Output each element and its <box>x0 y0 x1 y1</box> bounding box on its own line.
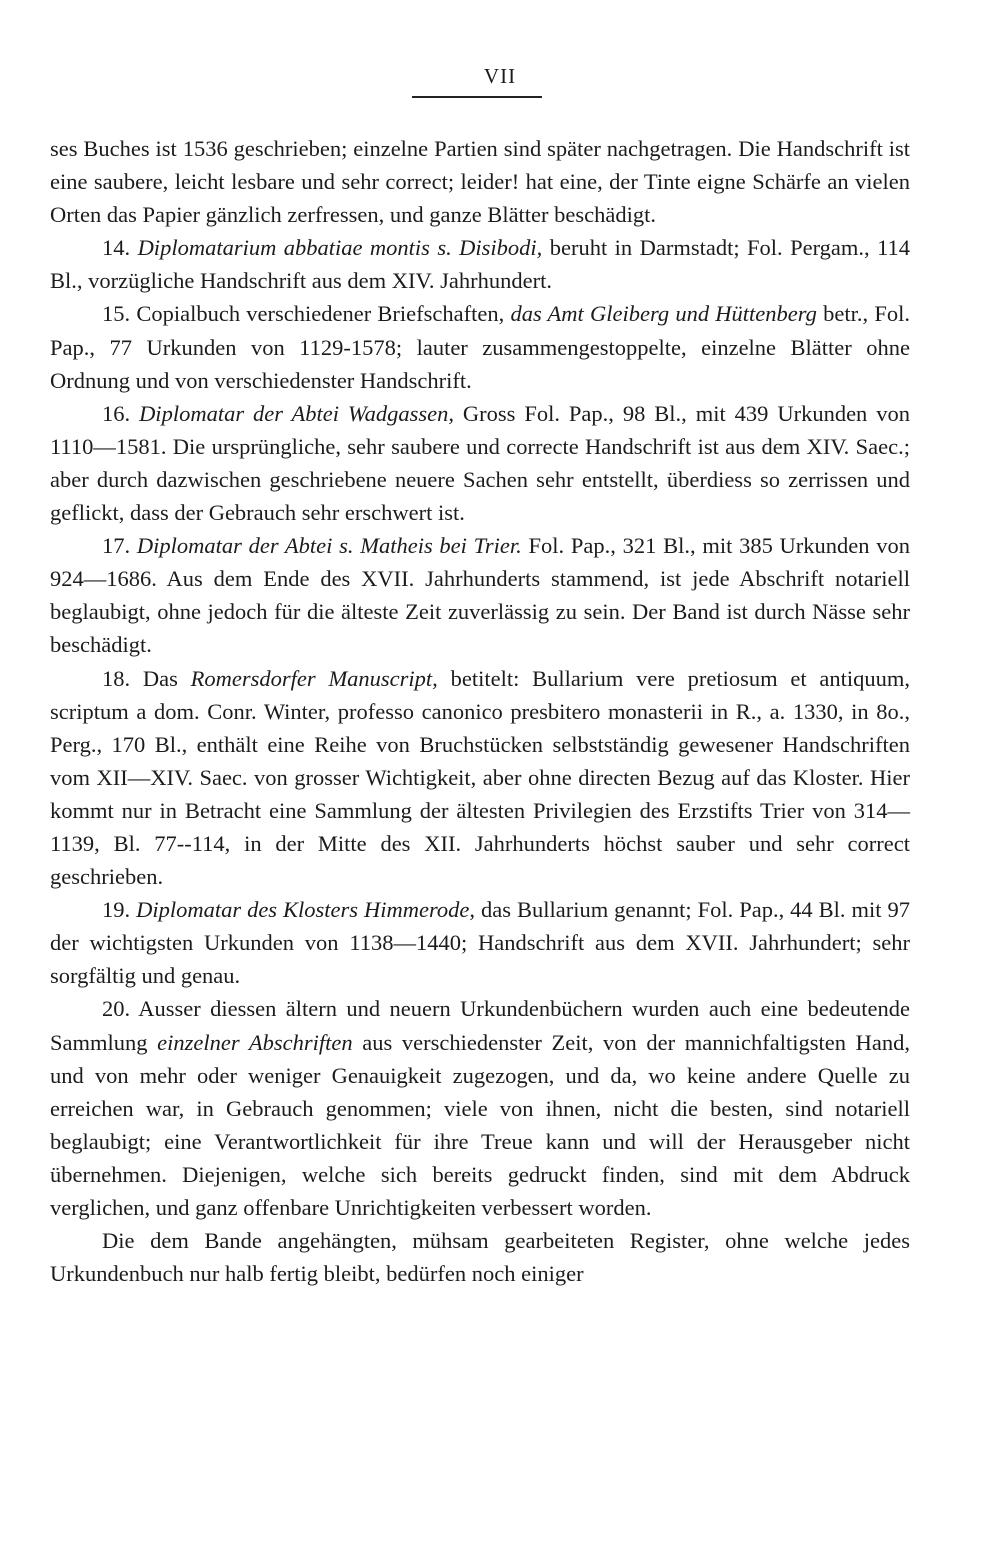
text-run: ses Buches ist 1536 geschrieben; einzelne Partien sind später nachgetragen. Die Handschrift ist eine saubere, leicht lesbare und sehr correct; leider! hat eine, der Tinte eigne Schärfe an vielen Orten das Papier gänzlich zerfressen, und ganze Blätter beschädigt. <box>50 136 910 228</box>
text-run: 16. <box>102 400 140 426</box>
italic-text: einzelner Abschriften <box>157 1029 353 1055</box>
text-run: betitelt: Bullarium vere pretiosum et antiquum, scriptum a dom. Conr. Winter, professo canonico presbitero monasterii in R., a. 1330, in 8o., Perg., 170 Bl., enthält eine Reihe von Bruchstücken selbstständig gewesener Handschriften vom XII—XIV. Saec. von grosser Wichtigkeit, aber ohne directen Bezug auf das Kloster. Hier kommt nur in Betracht eine Sammlung der ältesten Privilegien des Erzstifts Trier von 314—1139, Bl. 77--114, in der Mitte des XII. Jahrhunderts höchst sauber und sehr correct geschrieben. <box>50 665 910 890</box>
text-run: 20. Ausser diessen ältern und neuern Urkundenbüchern wurden auch eine bedeutende Sammlung <box>50 996 910 1055</box>
paragraph <box>50 397 910 529</box>
paragraph <box>50 529 910 661</box>
text-run: 19. <box>102 897 137 923</box>
italic-text: Romersdorfer Manuscript, <box>190 665 438 691</box>
text-run: 18. Das <box>102 665 191 691</box>
header-rule <box>412 96 542 98</box>
paragraph <box>50 662 910 894</box>
text-run: 17. <box>102 533 137 559</box>
italic-text: Diplomatarium abbatiae montis s. Disibodi, <box>137 235 543 261</box>
paragraph <box>50 992 910 1224</box>
body-text <box>50 132 910 1290</box>
italic-text: Diplomatar der Abtei s. Matheis bei Trier. <box>136 533 522 559</box>
text-run: aus verschiedenster Zeit, von der mannichfaltigsten Hand, und von mehr oder weniger Genauigkeit zugezogen, und da, wo keine andere Quelle zu erreichen war, in Gebrauch genommen; viele von ihnen, nicht die besten, sind notariell beglaubigt; eine Verantwortlichkeit für ihre Treue kann und will der Herausgeber nicht übernehmen. Diejenigen, welche sich bereits gedruckt finden, sind mit dem Abdruck verglichen, und ganz offenbare Unrichtigkeiten verbessert worden. <box>50 1029 910 1220</box>
paragraph <box>50 132 910 231</box>
italic-text: das Amt Gleiberg und Hüttenberg <box>510 301 817 327</box>
text-run: beruht in Darmstadt; Fol. Pergam., 114 Bl., vorzügliche Handschrift aus dem XIV. Jahrhundert. <box>50 235 910 294</box>
text-run: betr., Fol. Pap., 77 Urkunden von 1129-1578; lauter zusammengestoppelte, einzelne Blätter ohne Ordnung und von verschiedenster Handschrift. <box>50 301 910 393</box>
text-run: das Bullarium genannt; Fol. Pap., 44 Bl. mit 97 der wichtigsten Urkunden von 1138—1440; Handschrift aus dem XVII. Jahrhundert; sehr sorgfältig und genau. <box>50 897 910 989</box>
italic-text: Diplomatar der Abtei Wadgassen, <box>139 400 454 426</box>
paragraph <box>50 297 910 396</box>
text-run: Gross Fol. Pap., 98 Bl., mit 439 Urkunden von 1110—1581. Die ursprüngliche, sehr saubere und correcte Handschrift ist aus dem XIV. Saec.; aber durch dazwischen geschriebene neuere Sachen sehr entstellt, überdiess so zerrissen und geflickt, dass der Gebrauch sehr erschwert ist. <box>50 400 910 526</box>
text-run: 14. <box>102 235 138 261</box>
text-run: Fol. Pap., 321 Bl., mit 385 Urkunden von 924—1686. Aus dem Ende des XVII. Jahrhunderts stammend, ist jede Abschrift notariell beglaubigt, ohne jedoch für die älteste Zeit zuverlässig zu sein. Der Band ist durch Nässe sehr beschädigt. <box>50 533 911 658</box>
paragraph <box>50 893 910 992</box>
page-number: VII <box>483 64 517 88</box>
text-run: 15. Copialbuch verschiedener Briefschaften, <box>102 301 511 327</box>
text-run: Die dem Bande angehängten, mühsam gearbeiteten Register, ohne welche jedes Urkundenbuch nur halb fertig bleibt, bedürfen noch einiger <box>50 1228 910 1287</box>
paragraph <box>50 231 910 297</box>
paragraph <box>50 1224 910 1290</box>
italic-text: Diplomatar des Klosters Himmerode, <box>136 897 476 923</box>
